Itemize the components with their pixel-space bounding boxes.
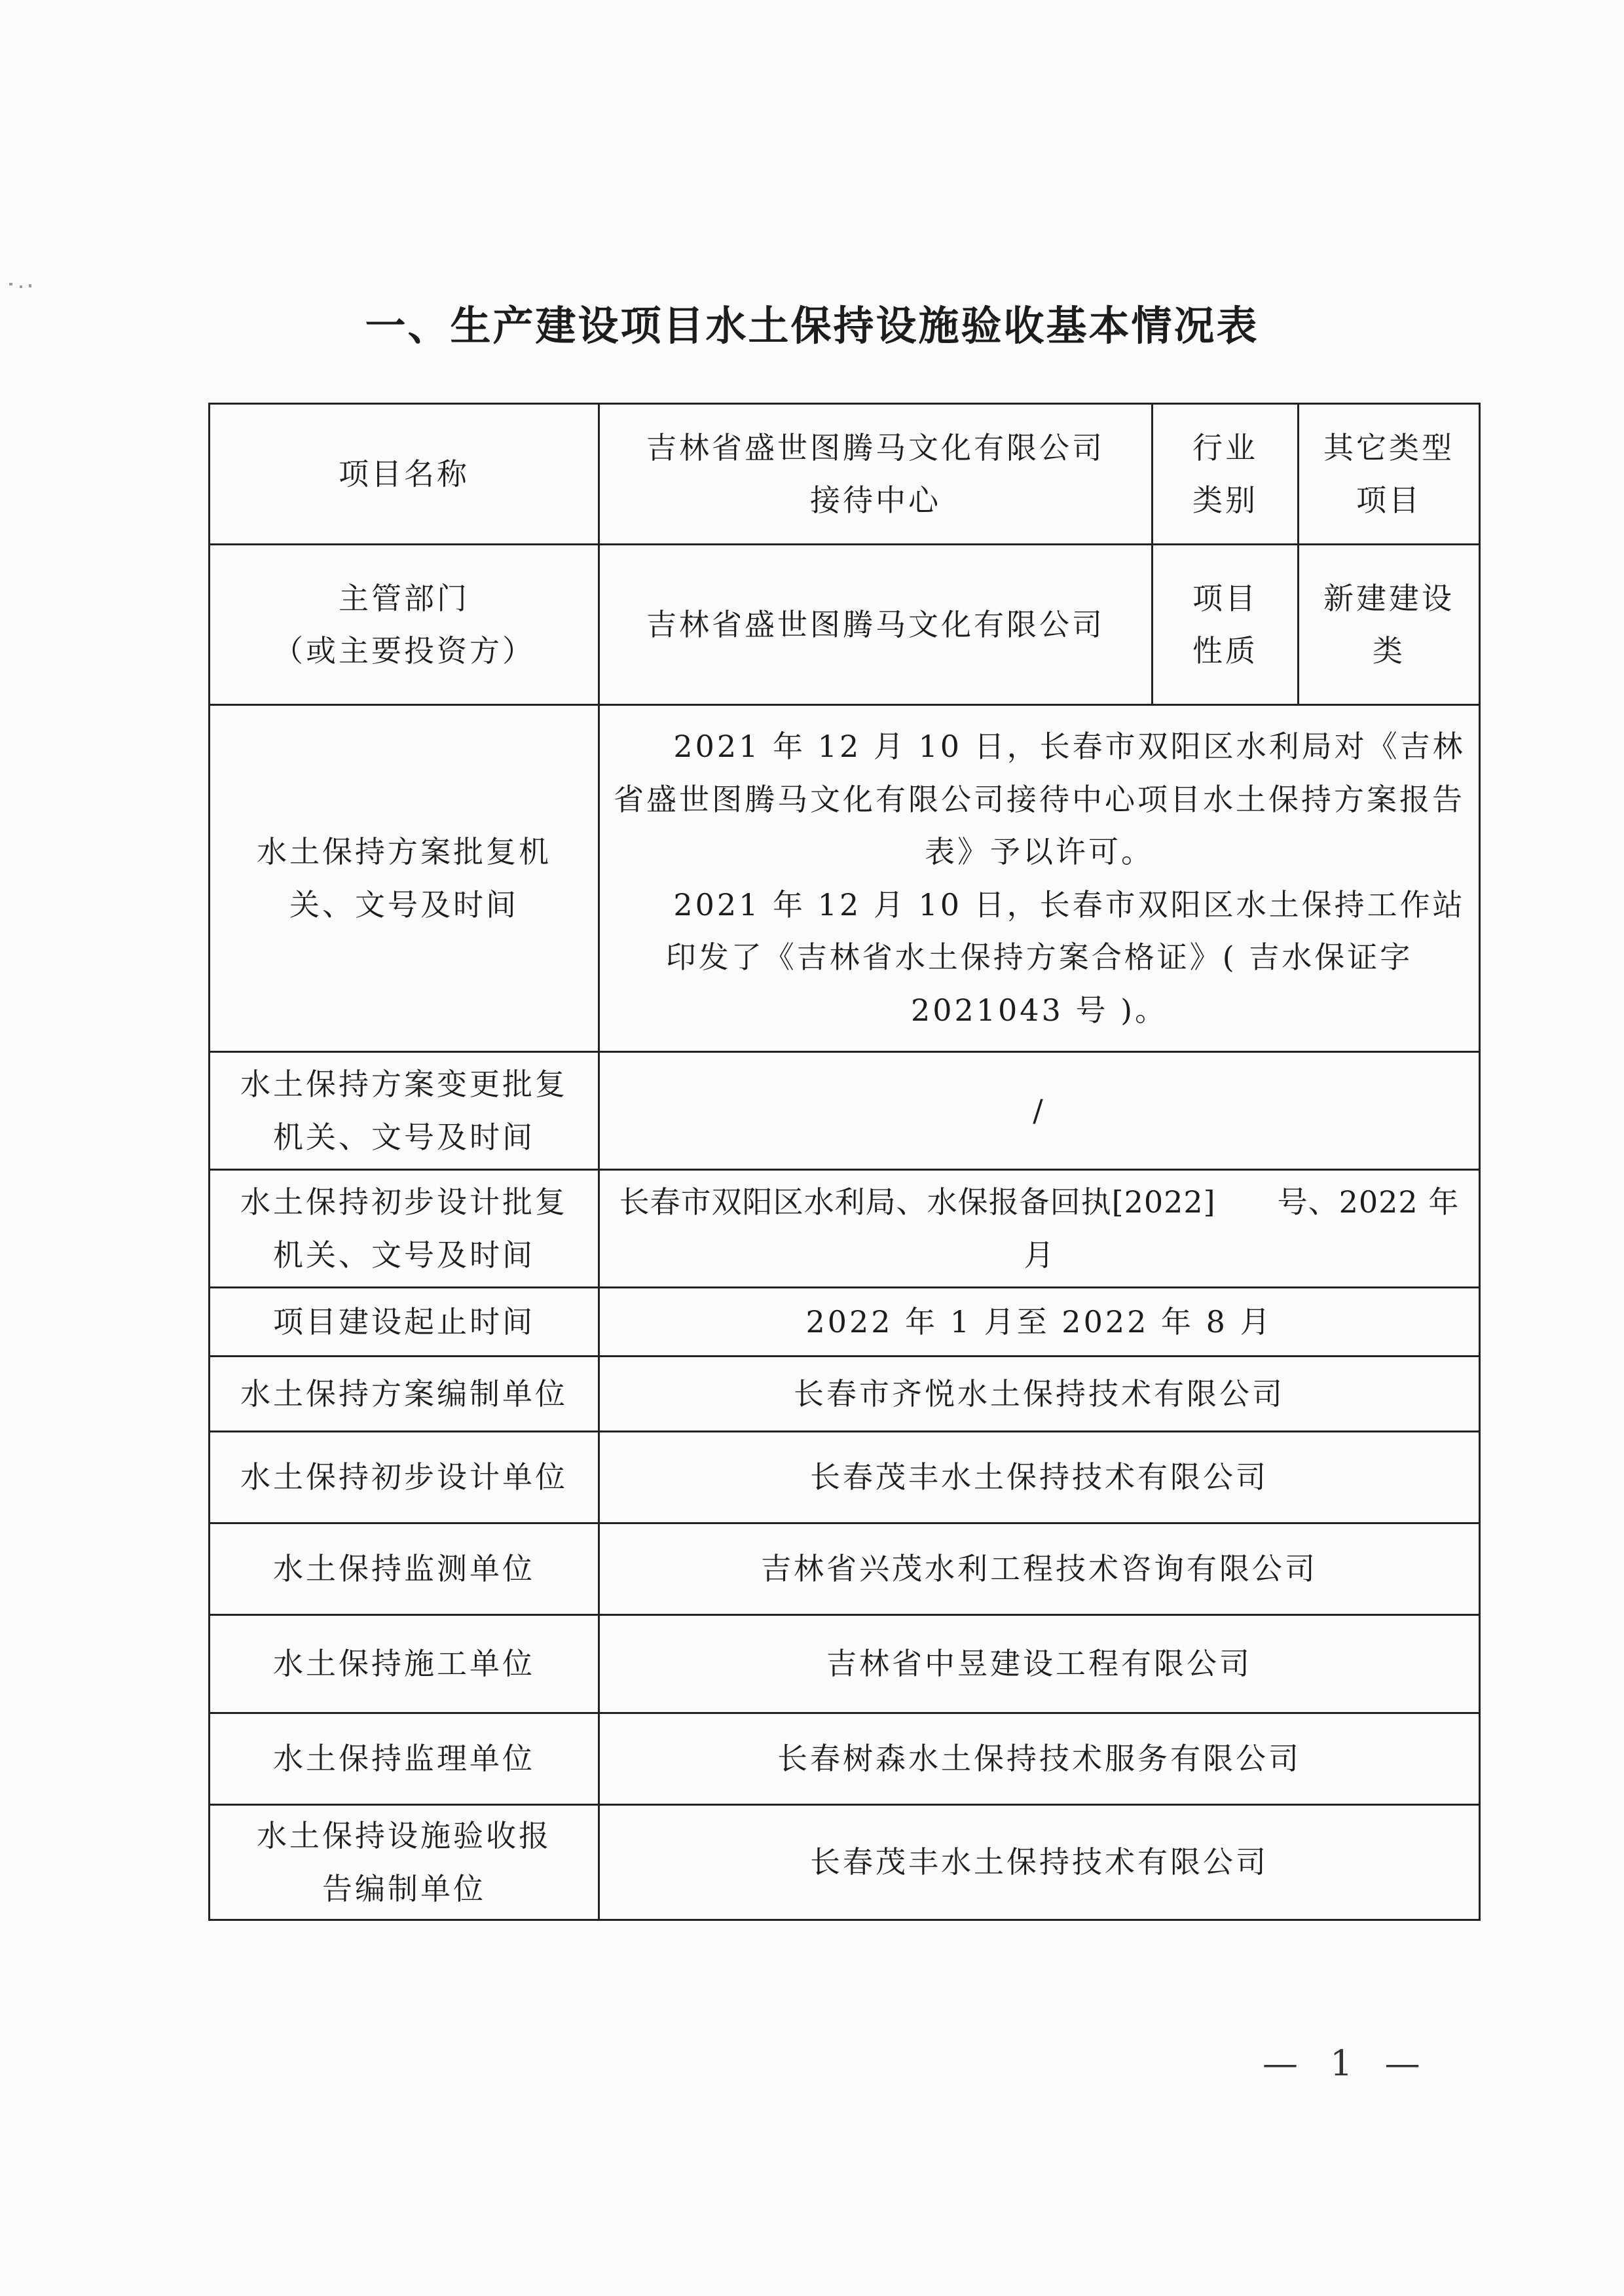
scan-speck [20, 285, 22, 288]
acceptance-report-unit-value: 长春茂丰水土保持技术有限公司 [599, 1805, 1480, 1920]
prelim-design-approval-label: 水土保持初步设计批复 机关、文号及时间 [210, 1170, 599, 1288]
construction-period-value: 2022 年 1 月至 2022 年 8 月 [599, 1288, 1480, 1357]
table-row [210, 1615, 1480, 1713]
table-row [210, 1713, 1480, 1805]
construction-unit-label: 水土保持施工单位 [210, 1615, 599, 1713]
table-row [210, 404, 1480, 545]
department-value: 吉林省盛世图腾马文化有限公司 [599, 545, 1153, 705]
plan-change-value: / [599, 1052, 1480, 1170]
supervision-unit-value: 长春树森水土保持技术服务有限公司 [599, 1713, 1480, 1805]
table-row [210, 1432, 1480, 1523]
construction-period-label: 项目建设起止时间 [210, 1288, 599, 1357]
table-row [210, 705, 1480, 1052]
acceptance-info-table [208, 403, 1490, 1921]
construction-unit-value: 吉林省中昱建设工程有限公司 [599, 1615, 1480, 1713]
supervision-unit-label: 水土保持监理单位 [210, 1713, 599, 1805]
plan-change-label: 水土保持方案变更批复 机关、文号及时间 [210, 1052, 599, 1170]
project-name-label: 项目名称 [210, 404, 599, 545]
industry-category-label: 行业 类别 [1153, 404, 1299, 545]
plan-approval-paragraph-2: 2021 年 12 月 10 日，长春市双阳区水土保持工作站印发了《吉林省水土保持方案合格证》( 吉水保证字 2021043 号 )。 [665, 886, 1466, 1028]
plan-compiler-value: 长春市齐悦水土保持技术有限公司 [599, 1357, 1480, 1432]
scan-speck [9, 283, 12, 285]
page-number: — 1 — [1263, 2043, 1431, 2084]
scan-speck [29, 284, 31, 287]
prelim-design-unit-label: 水土保持初步设计单位 [210, 1432, 599, 1523]
plan-approval-value [599, 705, 1480, 1052]
plan-approval-paragraph-1: 2021 年 12 月 10 日，长春市双阳区水利局对《吉林省盛世图腾马文化有限公司接待中心项目水土保持方案报告表》予以许可。 [614, 729, 1466, 869]
department-label: 主管部门 （或主要投资方） [210, 545, 599, 705]
table-row [210, 1052, 1480, 1170]
plan-compiler-label: 水土保持方案编制单位 [210, 1357, 599, 1432]
project-nature-label: 项目 性质 [1153, 545, 1299, 705]
plan-approval-label: 水土保持方案批复机 关、文号及时间 [210, 705, 599, 1052]
project-nature-value: 新建建设类 [1299, 545, 1480, 705]
monitoring-unit-label: 水土保持监测单位 [210, 1523, 599, 1615]
acceptance-report-unit-label: 水土保持设施验收报 告编制单位 [210, 1805, 599, 1920]
industry-category-value: 其它类型 项目 [1299, 404, 1480, 545]
table-row [210, 545, 1480, 705]
prelim-design-unit-value: 长春茂丰水土保持技术有限公司 [599, 1432, 1480, 1523]
table-row [210, 1523, 1480, 1615]
table-row [210, 1805, 1480, 1920]
table-row [210, 1170, 1480, 1288]
project-name-value: 吉林省盛世图腾马文化有限公司 接待中心 [599, 404, 1153, 545]
table-row [210, 1288, 1480, 1357]
table-row [210, 1357, 1480, 1432]
monitoring-unit-value: 吉林省兴茂水利工程技术咨询有限公司 [599, 1523, 1480, 1615]
document-title: 一、生产建设项目水土保持设施验收基本情况表 [365, 302, 1259, 350]
prelim-design-approval-value: 长春市双阳区水利局、水保报备回执[2022] 号、2022 年 月 [599, 1170, 1480, 1288]
